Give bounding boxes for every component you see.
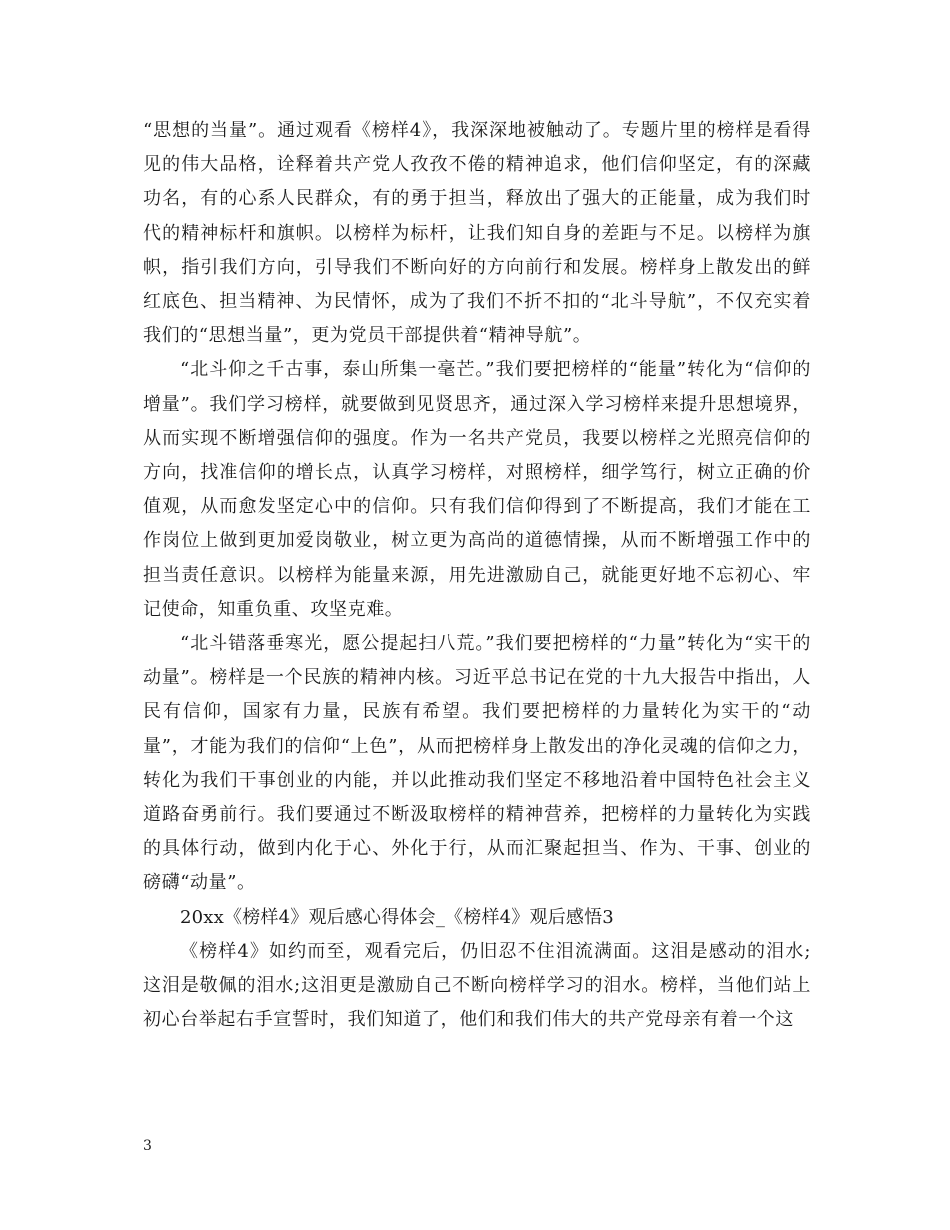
document-body — [143, 114, 811, 1037]
section-heading: 20xx《榜样4》观后感心得体会_《榜样4》观后感悟3 — [180, 906, 614, 928]
paragraph-power-to-action: “北斗错落垂寒光，愿公提起扫八荒。”我们要把榜样的“力量”转化为“实干的动量”。榜样是一个民族的精神内核。习近平总书记在党的十九大报告中指出，人民有信仰，国家有力量，民族有希望。我们要把榜样的力量转化为实干的“动量”，才能为我们的信仰“上色”，从而把榜样身上散发出的净化灵魂的信仰之力，转化为我们干事创业的内能，并以此推动我们坚定不移地沿着中国特色社会主义道路奋勇前行。我们要通过不断汲取榜样的精神营养，把榜样的力量转化为实践的具体行动，做到内化于心、外化于行，从而汇聚起担当、作为、干事、创业的磅礴“动量”。 — [143, 633, 811, 894]
paragraph-continuation: “思想的当量”。通过观看《榜样4》，我深深地被触动了。专题片里的榜样是看得见的伟大品格，诠释着共产党人孜孜不倦的精神追求，他们信仰坚定，有的深藏功名，有的心系人民群众，有的勇于担当，释放出了强大的正能量，成为我们时代的精神标杆和旗帜。以榜样为标杆，让我们知自身的差距与不足。以榜样为旗帜，指引我们方向，引导我们不断向好的方向前行和发展。榜样身上散发出的鲜红底色、担当精神、为民情怀，成为了我们不折不扣的“北斗导航”，不仅充实着我们的“思想当量”，更为党员干部提供着“精神导航”。 — [143, 120, 811, 347]
paragraph-reflection-3: 《榜样4》如约而至，观看完后，仍旧忍不住泪流满面。这泪是感动的泪水;这泪是敬佩的泪水;这泪更是激励自己不断向榜样学习的泪水。榜样，当他们站上初心台举起右手宣誓时，我们知道了，他们和我们伟大的共产党母亲有着一个这 — [143, 940, 811, 1031]
page-number: 3 — [143, 1138, 152, 1154]
paragraph-energy-to-faith: “北斗仰之千古事，泰山所集一毫芒。”我们要把榜样的“能量”转化为“信仰的增量”。我们学习榜样，就要做到见贤思齐，通过深入学习榜样来提升思想境界，从而实现不断增强信仰的强度。作为一名共产党员，我要以榜样之光照亮信仰的方向，找准信仰的增长点，认真学习榜样，对照榜样，细学笃行，树立正确的价值观，从而愈发坚定心中的信仰。只有我们信仰得到了不断提高，我们才能在工作岗位上做到更加爱岗敬业，树立更为高尚的道德情操，从而不断增强工作中的担当责任意识。以榜样为能量来源，用先进激励自己，就能更好地不忘初心、牢记使命，知重负重、攻坚克难。 — [143, 359, 811, 620]
